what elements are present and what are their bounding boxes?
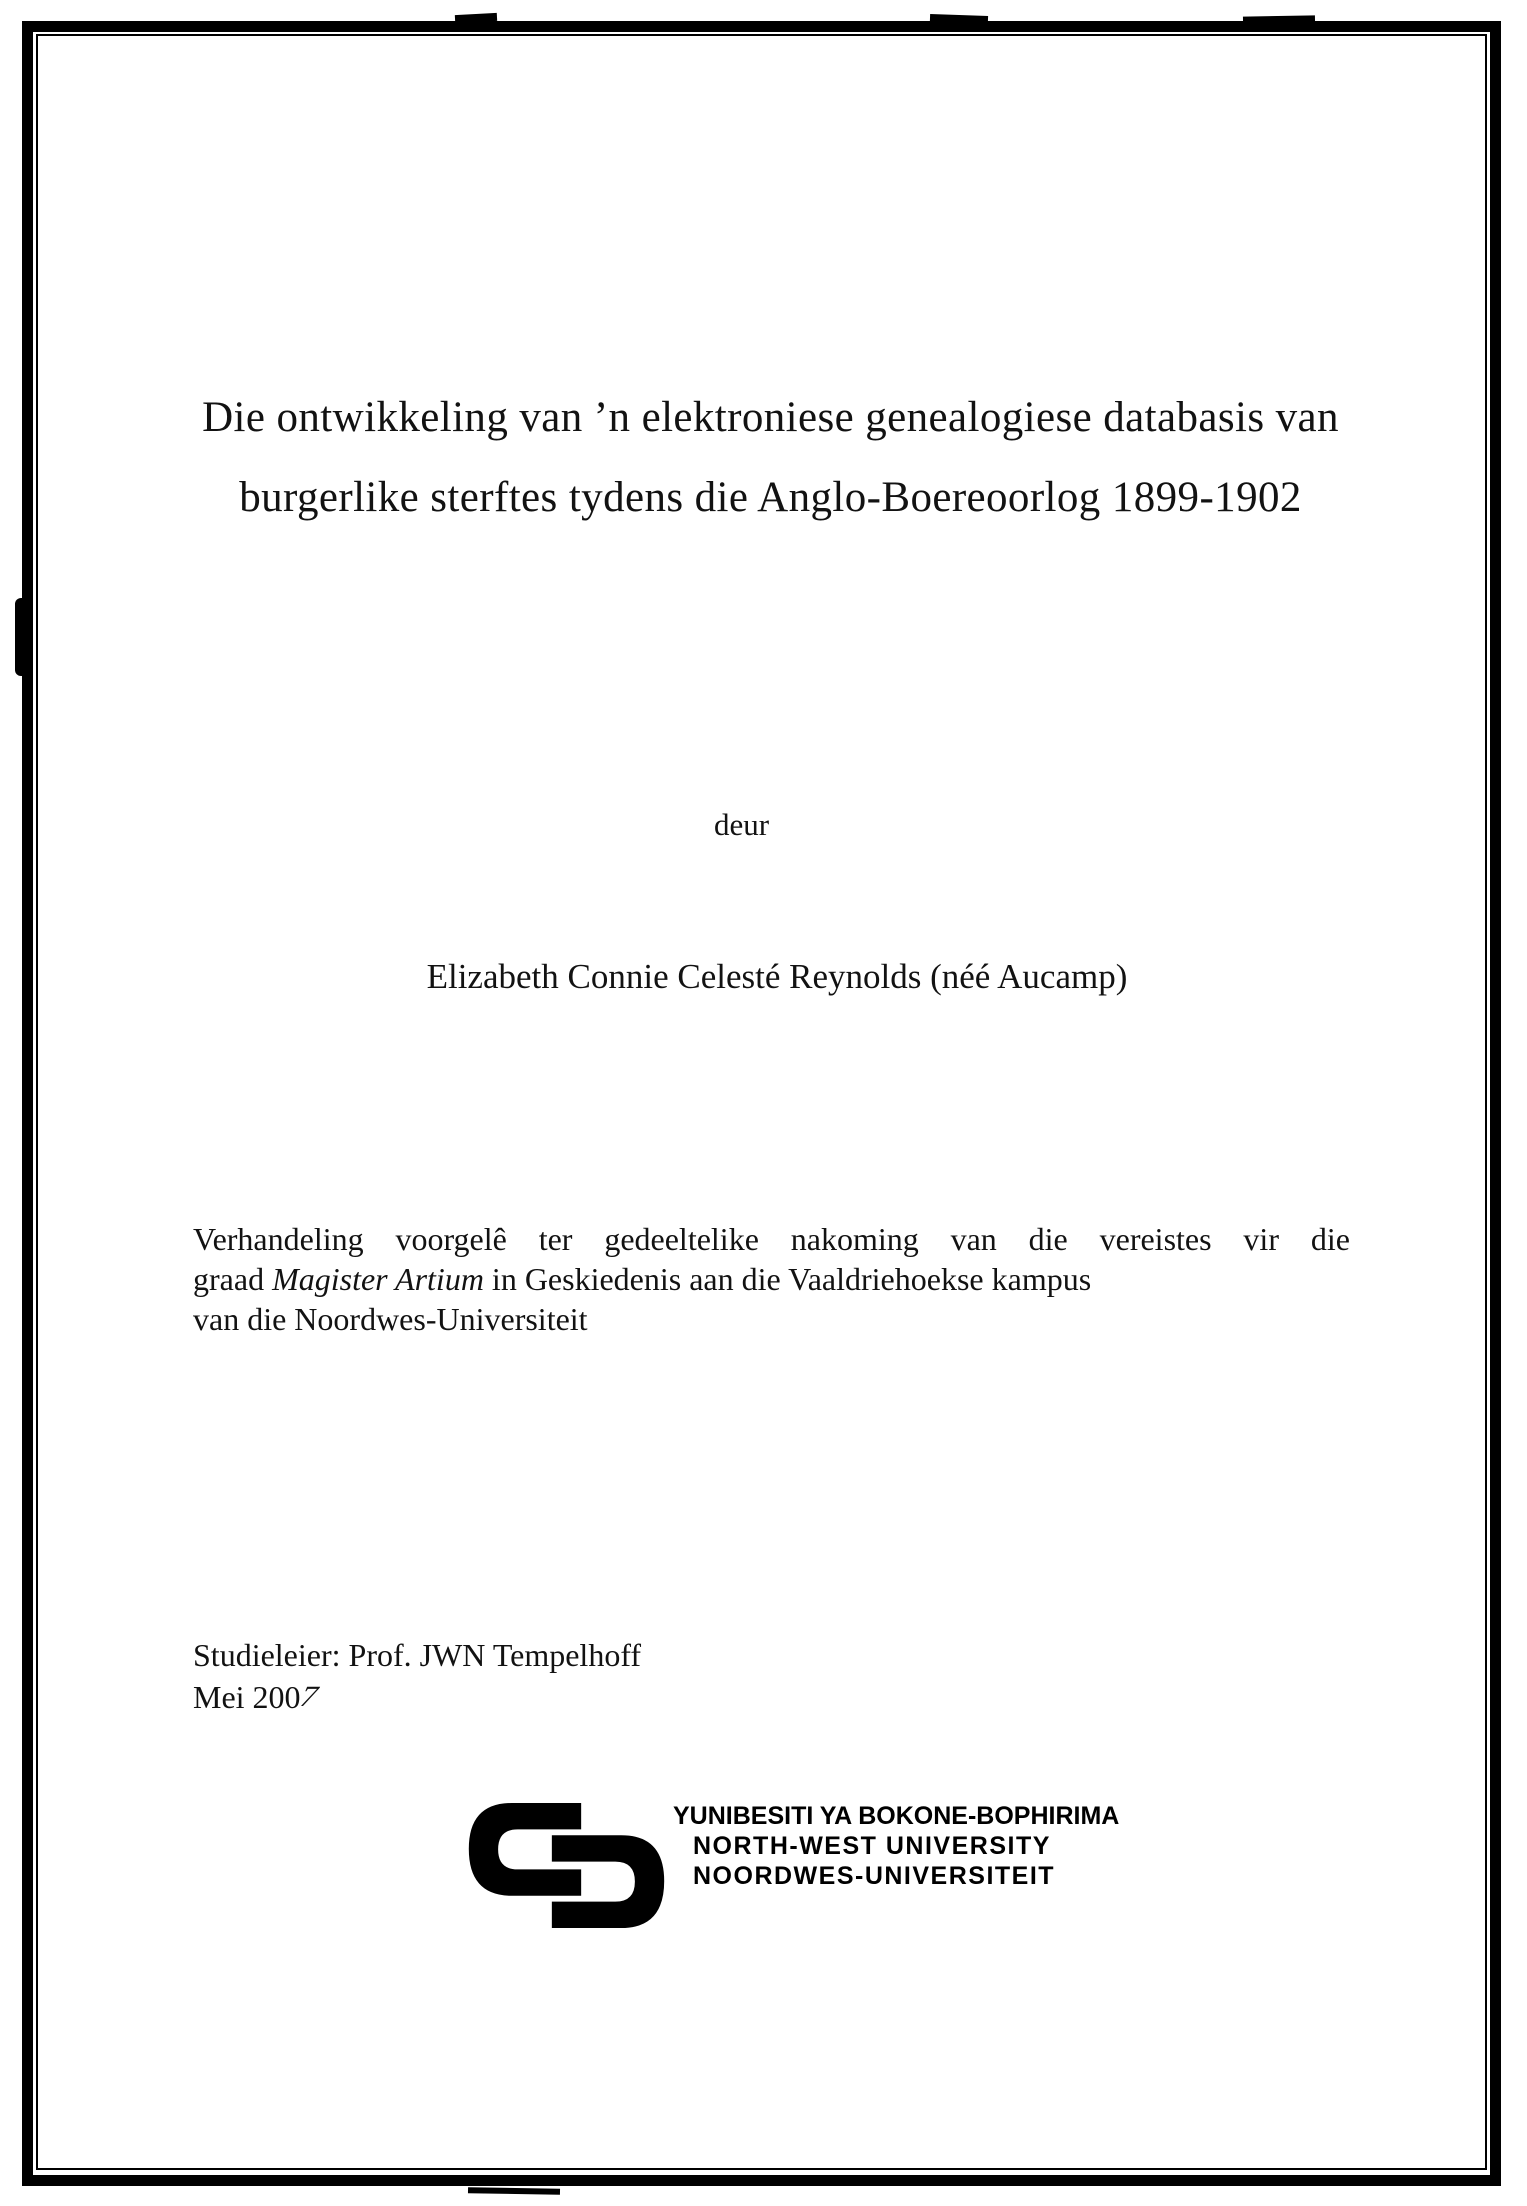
date-prefix: Mei 200 (193, 1679, 301, 1715)
date-last-digit: 7 (294, 1679, 324, 1713)
thesis-note (193, 1219, 1350, 1339)
thesis-title-line-1: Die ontwikkeling van ’n elektroniese genealogiese databasis van (202, 394, 1339, 441)
thesis-title-line-2: burgerlike sterftes tydens die Anglo-Boereoorlog 1899-1902 (239, 474, 1302, 521)
note-word: die (1028, 1221, 1068, 1257)
author-name: Elizabeth Connie Celesté Reynolds (néé Aucamp) (426, 957, 1128, 996)
byline-label: deur (713, 807, 770, 842)
note-word: voorgelê (395, 1221, 507, 1257)
logo-text-line-2: NORTH-WEST UNIVERSITY (693, 1832, 1051, 1860)
note-line2-prefix: graad (193, 1261, 273, 1297)
note-word: ter (538, 1221, 573, 1257)
nwu-logo-text (673, 1801, 1119, 1891)
logo-text-line-3: NOORDWES-UNIVERSITEIT (693, 1862, 1056, 1890)
note-word: die (1310, 1221, 1350, 1257)
nwu-logo-mark-icon (468, 1803, 665, 1930)
thesis-note-line-2 (193, 1259, 1350, 1299)
note-word: gedeeltelike (604, 1221, 759, 1257)
supervisor-line: Studieleier: Prof. JWN Tempelhoff (193, 1637, 642, 1673)
supervisor-block (193, 1634, 641, 1718)
thesis-title (0, 378, 1527, 538)
note-word: vereistes (1099, 1221, 1212, 1257)
thesis-note-line-1 (193, 1219, 1350, 1259)
note-word: nakoming (790, 1221, 919, 1257)
date-line (193, 1676, 641, 1718)
note-line2-suffix: in Geskiedenis aan die Vaaldriehoekse kampus (483, 1261, 1092, 1297)
scan-artifact (1243, 15, 1315, 24)
logo-text-line-1: YUNIBESITI YA BOKONE-BOPHIRIMA (673, 1802, 1120, 1830)
note-word: Verhandeling (193, 1221, 364, 1257)
scan-artifact (468, 2187, 560, 2195)
nwu-logo (468, 1803, 1119, 1930)
note-line2-italic: Magister Artium (272, 1261, 484, 1297)
note-word: vir (1243, 1221, 1279, 1257)
scan-artifact (15, 598, 28, 676)
thesis-note-line-3: van die Noordwes-Universiteit (193, 1301, 588, 1337)
note-word: van (950, 1221, 997, 1257)
